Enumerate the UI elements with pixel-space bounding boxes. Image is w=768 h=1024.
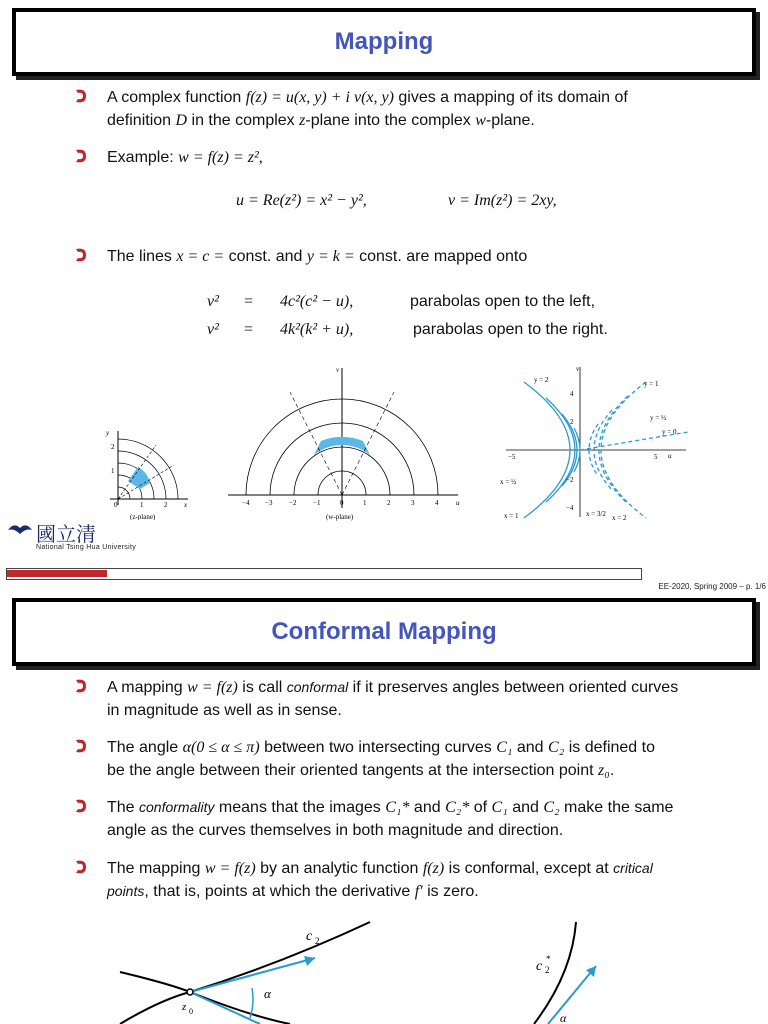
- svg-text:y: y: [106, 429, 110, 437]
- slide-title-box: [12, 598, 756, 666]
- svg-text:−2: −2: [566, 476, 574, 484]
- math: C₂: [543, 799, 560, 816]
- bullet-item: [74, 857, 734, 903]
- curves-intersection-figure: [110, 914, 390, 1024]
- svg-text:−3: −3: [265, 499, 273, 507]
- svg-text:2: 2: [387, 499, 391, 507]
- svg-text:y = 2: y = 2: [534, 376, 549, 384]
- eq1-text: parabolas open to the left,: [410, 293, 596, 310]
- z-plane-label: (z-plane): [130, 513, 156, 520]
- svg-text:1: 1: [111, 467, 115, 475]
- svg-text:−2: −2: [289, 499, 297, 507]
- svg-text:2: 2: [545, 965, 550, 975]
- eq2-right: 4k²(k² + u),: [280, 321, 354, 338]
- math: f(z): [422, 860, 445, 877]
- eq2-op: =: [244, 321, 254, 338]
- math: C₁: [496, 739, 513, 756]
- text: is zero.: [422, 883, 479, 900]
- page-info: EE-2020, Spring 2009 – p. 1/6: [658, 582, 766, 591]
- svg-text:*: *: [546, 954, 551, 964]
- text: angle as the curves themselves in both magnitude and direction.: [107, 822, 564, 839]
- text: , that is, points at which the derivative: [144, 883, 415, 900]
- bullet-item: [74, 796, 734, 842]
- emphasis: conformality: [139, 799, 215, 815]
- math: α(0 ≤ α ≤ π): [182, 739, 260, 756]
- text: The lines: [107, 248, 177, 265]
- emphasis: critical: [613, 860, 653, 876]
- text: and: [409, 799, 446, 816]
- text: .: [609, 762, 615, 779]
- svg-text:y = ½: y = ½: [650, 414, 667, 422]
- bullet-item: [74, 86, 734, 132]
- text: A complex function: [107, 89, 246, 106]
- slide-2: [0, 596, 768, 1024]
- math: x = c =: [176, 248, 225, 265]
- svg-text:2: 2: [111, 443, 115, 451]
- text: Example:: [107, 149, 179, 166]
- text: A mapping: [107, 679, 188, 696]
- svg-text:x: x: [184, 501, 188, 509]
- math: f(z) = u(x, y) + i v(x, y): [245, 89, 394, 106]
- slide-title: Mapping: [334, 28, 434, 55]
- svg-text:2: 2: [315, 936, 320, 946]
- svg-text:4: 4: [435, 499, 439, 507]
- parabola-grid-figure: [496, 362, 696, 522]
- svg-text:α: α: [560, 1011, 567, 1024]
- eq2-text: parabolas open to the right.: [413, 321, 608, 338]
- emphasis: conformal: [286, 679, 349, 695]
- text: is defined to: [564, 739, 655, 756]
- text: if it preserves angles between oriented curves: [348, 679, 679, 696]
- svg-text:y = 0: y = 0: [662, 428, 677, 436]
- bullet-arrow-icon: [74, 148, 92, 164]
- text: between two intersecting curves: [259, 739, 497, 756]
- text: in the complex: [187, 112, 300, 129]
- bullet-arrow-icon: [74, 247, 92, 263]
- svg-text:3: 3: [411, 499, 415, 507]
- text: of: [469, 799, 492, 816]
- svg-text:x = ½: x = ½: [500, 478, 517, 486]
- math: w = f(z): [204, 860, 256, 877]
- math: y = k =: [306, 248, 355, 265]
- svg-text:−5: −5: [508, 453, 516, 461]
- math: D: [175, 112, 188, 129]
- text: make the same: [559, 799, 674, 816]
- svg-text:y = 1: y = 1: [644, 380, 659, 388]
- math: w: [475, 112, 486, 129]
- slide-title: Conformal Mapping: [271, 618, 497, 645]
- equation-u: u = Re(z²) = x² − y²,: [236, 192, 367, 209]
- svg-text:2: 2: [164, 501, 168, 509]
- logo-chinese: 國立清: [36, 522, 96, 546]
- svg-text:z: z: [182, 1001, 187, 1013]
- math: f′: [414, 883, 423, 900]
- math: C₁: [491, 799, 508, 816]
- svg-text:u: u: [456, 499, 460, 507]
- text: is call: [237, 679, 287, 696]
- progress-bar: [6, 568, 642, 580]
- svg-text:0: 0: [340, 499, 344, 507]
- text: is conformal, except at: [444, 860, 614, 877]
- university-logo: [6, 518, 156, 554]
- text: -plane into the complex: [305, 112, 476, 129]
- equation-v: v = Im(z²) = 2xy,: [448, 192, 557, 209]
- svg-text:c: c: [306, 929, 313, 944]
- svg-text:v: v: [336, 366, 340, 374]
- eq1-op: =: [244, 293, 254, 310]
- text: gives a mapping of its domain of: [393, 89, 628, 106]
- math: z₀: [598, 762, 610, 779]
- text: The mapping: [107, 860, 205, 877]
- bullet-arrow-icon: [74, 859, 92, 875]
- bullet-arrow-icon: [74, 678, 92, 694]
- text: and: [507, 799, 544, 816]
- text: in magnitude as well as in sense.: [107, 702, 342, 719]
- progress-fill: [7, 570, 107, 577]
- bullet-item: [74, 676, 734, 722]
- text: be the angle between their oriented tangents at the intersection point: [107, 762, 599, 779]
- svg-text:−4: −4: [566, 504, 574, 512]
- math: w = f(z): [187, 679, 238, 696]
- bullet-item: [74, 736, 734, 782]
- svg-text:x = 1: x = 1: [504, 512, 519, 520]
- text: means that the images: [214, 799, 386, 816]
- svg-text:4: 4: [570, 390, 574, 398]
- text: definition: [107, 112, 176, 129]
- university-name: National Tsing Hua University: [36, 544, 137, 551]
- bullet-arrow-icon: [74, 738, 92, 754]
- svg-text:0: 0: [114, 501, 118, 509]
- svg-text:α: α: [264, 986, 271, 1001]
- w-plane-figure: [218, 362, 468, 522]
- text: and: [512, 739, 549, 756]
- math: C₂*: [445, 799, 470, 816]
- svg-text:u: u: [668, 452, 672, 460]
- svg-text:−1: −1: [313, 499, 321, 507]
- text: const. and: [224, 248, 307, 265]
- eq1-right: 4c²(c² − u),: [280, 293, 354, 310]
- text: The: [107, 799, 140, 816]
- svg-text:1: 1: [140, 501, 144, 509]
- text: const. are mapped onto: [354, 248, 528, 265]
- text: by an analytic function: [255, 860, 423, 877]
- bullet-item: [74, 146, 734, 169]
- svg-text:x = 3/2: x = 3/2: [586, 510, 606, 518]
- slide-title-box: [12, 8, 756, 76]
- math: z: [299, 112, 306, 129]
- emphasis: points: [107, 883, 145, 899]
- svg-text:x = 2: x = 2: [612, 514, 627, 522]
- svg-text:−4: −4: [242, 499, 250, 507]
- math: w = f(z) = z²,: [178, 149, 263, 166]
- math: C₁*: [385, 799, 410, 816]
- svg-text:c: c: [536, 959, 543, 974]
- bullet-item: [74, 245, 734, 268]
- z-plane-figure: [100, 425, 195, 520]
- text: -plane.: [485, 112, 535, 129]
- eq2-left: v²: [207, 321, 219, 338]
- university-seal-icon: [6, 520, 34, 540]
- svg-text:1: 1: [363, 499, 367, 507]
- bullet-arrow-icon: [74, 88, 92, 104]
- bullet-arrow-icon: [74, 798, 92, 814]
- svg-text:v: v: [576, 365, 580, 373]
- text: The angle: [107, 739, 183, 756]
- svg-text:5: 5: [654, 453, 658, 461]
- w-plane-label: (w-plane): [326, 513, 354, 521]
- svg-text:0: 0: [189, 1007, 193, 1016]
- eq1-left: v²: [207, 293, 219, 310]
- image-curves-figure: [510, 914, 630, 1024]
- math: C₂: [548, 739, 565, 756]
- svg-text:2: 2: [570, 418, 574, 426]
